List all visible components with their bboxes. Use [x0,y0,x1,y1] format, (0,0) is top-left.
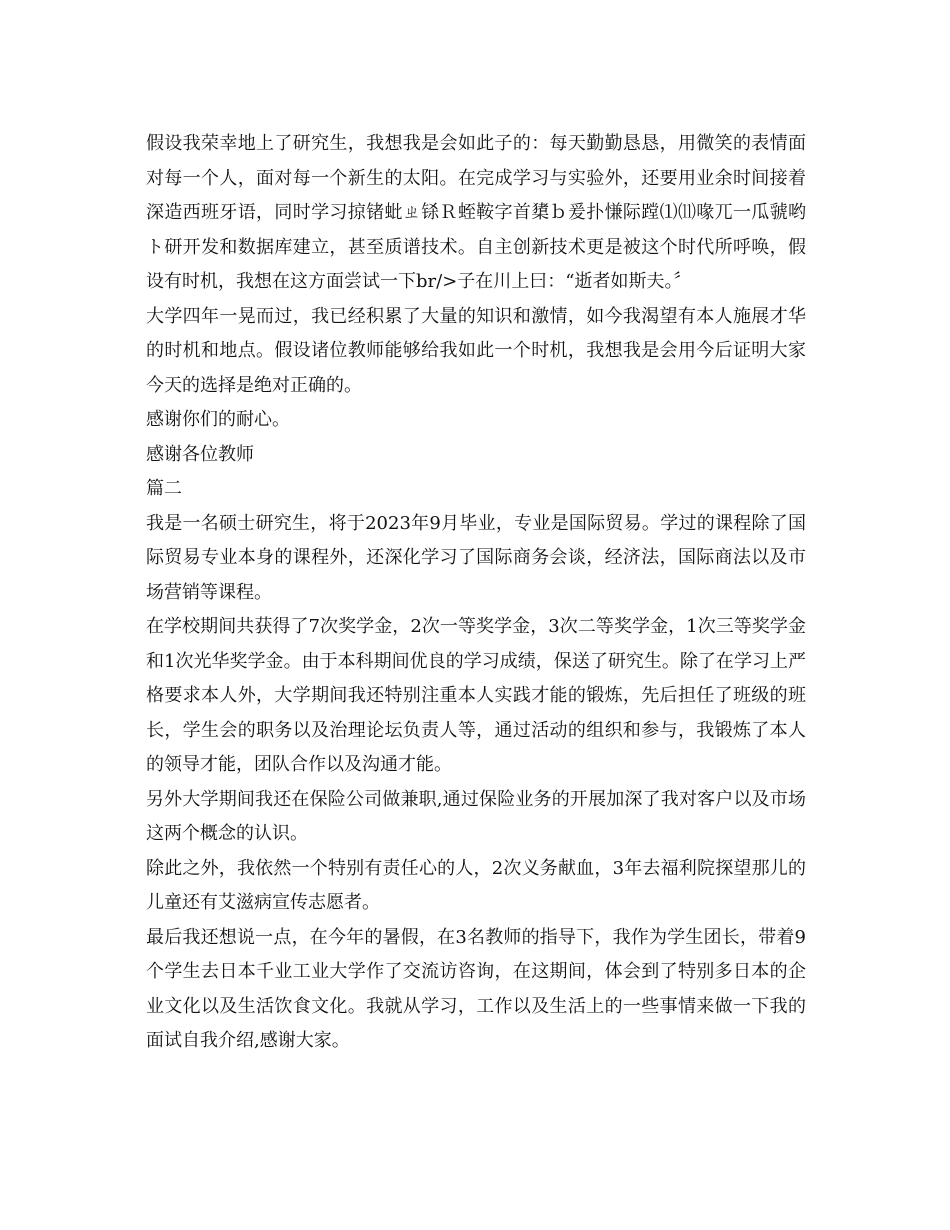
paragraph-closing: 最后我还想说一点，在今年的暑假，在3名教师的指导下，我作为学生团长，带着9个学生去日本千业工业大学作了交流访咨询，在这期间，体会到了特别多日本的企业文化以及生活饮食文化。我就从学习，工作以及生活上的一些事情来做一下我的面试自我介绍,感谢大家。 [146,926,806,1051]
paragraph-four-years: 大学四年一晃而过，我已经积累了大量的知识和激情，如今我渴望有本人施展才华的时机和地点。假设诸位教师能够给我如此一个时机，我想我是会用今后证明大家今天的选择是绝对正确的。 [146,305,806,396]
paragraph-research-plan: 假设我荣幸地上了研究生，我想我是会如此子的：每天勤勤恳恳，用微笑的表情面对每一个人，面对每一个新生的太阳。在完成学习与实验外，还要用业余时间接着深造西班牙语，同时学习掠锗蚍ㄓ铩Ｒ蛭鞍字首橥ｂ爰扑慊际蹚⑴⑾喙兀一瓜虢哟ト研开发和数据库建立，甚至质谱技术。自主创新技术更是被这个时代所呼唤，假设有时机，我想在这方面尝试一下br/>子在川上曰：“逝者如斯夫。〞 [146,133,806,292]
paragraph-volunteering: 除此之外，我依然一个特别有责任心的人，2次义务献血，3年去福利院探望那儿的儿童还有艾滋病宣传志愿者。 [146,857,806,913]
section-heading-part-two: 篇二 [146,478,182,499]
paragraph-thanks-patience: 感谢你们的耐心。 [146,409,290,430]
paragraph-master-intro: 我是一名硕士研究生，将于2023年9月毕业，专业是国际贸易。学过的课程除了国际贸易专业本身的课程外，还深化学习了国际商务会谈，经济法，国际商法以及市场营销等课程。 [146,512,806,603]
document-body [146,127,806,1059]
paragraph-thanks-teachers: 感谢各位教师 [146,443,254,465]
paragraph-part-time-job: 另外大学期间我还在保险公司做兼职,通过保险业务的开展加深了我对客户以及市场这两个概念的认识。 [146,788,806,844]
paragraph-scholarships: 在学校期间共获得了7次奖学金，2次一等奖学金，3次二等奖学金，1次三等奖学金和1次光华奖学金。由于本科期间优良的学习成绩，保送了研究生。除了在学习上严格要求本人外，大学期间我还特别注重本人实践才能的锻炼，先后担任了班级的班长，学生会的职务以及治理论坛负责人等，通过活动的组织和参与，我锻炼了本人的领导才能，团队合作以及沟通才能。 [146,616,806,775]
